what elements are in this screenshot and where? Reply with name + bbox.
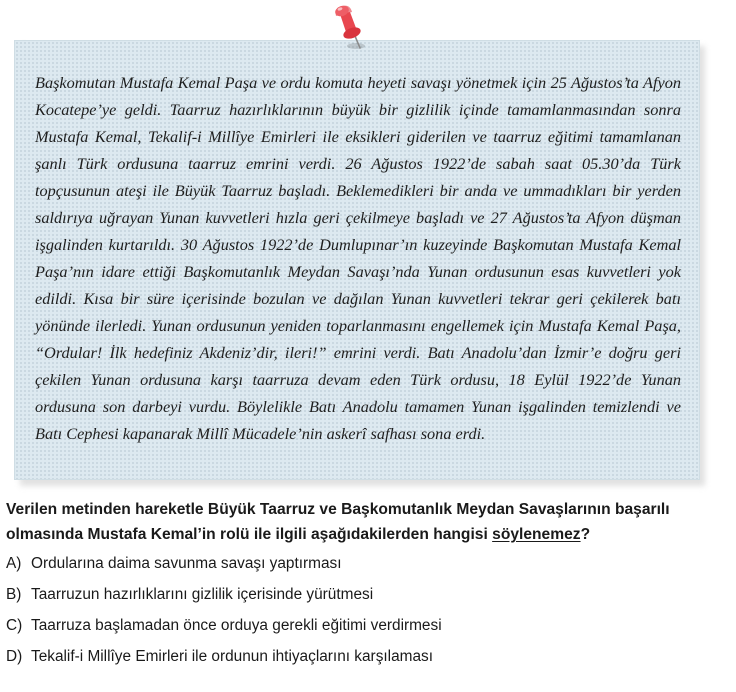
option-text: Taarruza başlamadan önce orduya gerekli eğitimi verdirmesi [31,617,442,634]
option-b[interactable] [6,579,442,610]
question-stem [6,497,726,547]
option-text: Taarruzun hazırlıklarını gizlilik içerisinde yürütmesi [31,586,374,603]
option-letter: C) [6,617,23,634]
option-letter: A) [6,555,22,572]
option-c[interactable] [6,610,442,641]
question-text: Verilen metinden hareketle Büyük Taarruz ve Başkomutanlık Meydan Savaşlarının başarılı olmasında Mustafa Kemal’in rolü ile ilgili aşağıdakilerden hangisi [6,501,670,543]
pushpin-icon [326,2,374,62]
question-mark: ? [580,526,591,543]
question-emphasis: söylenemez [492,526,581,543]
answer-options [6,548,442,672]
option-d[interactable] [6,641,442,672]
option-text: Ordularına daima savunma savaşı yaptırması [31,555,342,572]
option-letter: D) [6,648,23,665]
option-letter: B) [6,586,22,603]
option-text: Tekalif-i Millîye Emirleri ile ordunun ihtiyaçlarını karşılaması [31,648,433,665]
reading-passage: Başkomutan Mustafa Kemal Paşa ve ordu komuta heyeti savaşı yönetmek için 25 Ağustos’ta Afyon Kocatepe’ye geldi. Taarruz hazırlıklarının büyük bir gizlilik içinde tamamlanmasından sonra Mustafa Kemal, Tekalif-i Millîye Emirleri ile eksikleri giderilen ve taarruz eğitimi tamamlanan şanlı Türk ordusuna taarruz emrini verdi. 26 Ağustos 1922’de sabah saat 05.30’da Türk topçusunun ateşi ile Büyük Taarruz başladı. Beklemedikleri bir anda ve ummadıkları bir yerden saldırıya uğrayan Yunan kuvvetleri hızla geri çekilmeye başladı ve 27 Ağustos’ta Afyon düşman işgalinden kurtarıldı. 30 Ağustos 1922’de Dumlupınar’ın kuzeyinde Başkomutan Mustafa Kemal Paşa’nın idare ettiği Başkomutanlık Meydan Savaşı’nda Yunan ordusunun esas kuvvetleri yok edildi. Kısa bir süre içerisinde bozulan ve dağılan Yunan kuvvetleri tekrar geri çekilerek batı yönünde ilerledi. Yunan ordusunun yeniden toparlanmasını engellemek için Mustafa Kemal Paşa, “Ordular! İlk hedefiniz Akdeniz’dir, ileri!” emrini verdi. Batı Anadolu’dan İzmir’e doğru geri çekilen Yunan ordusuna karşı taarruza devam eden Türk ordusu, 18 Eylül 1922’de Yunan ordusuna son darbeyi vurdu. Böylelikle Batı Anadolu tamamen Yunan işgalinden temizlendi ve Batı Cephesi kapanarak Millî Mücadele’nin askerî safhası sona erdi. [35,73,681,443]
reading-passage-card [14,40,700,480]
option-a[interactable] [6,548,442,579]
